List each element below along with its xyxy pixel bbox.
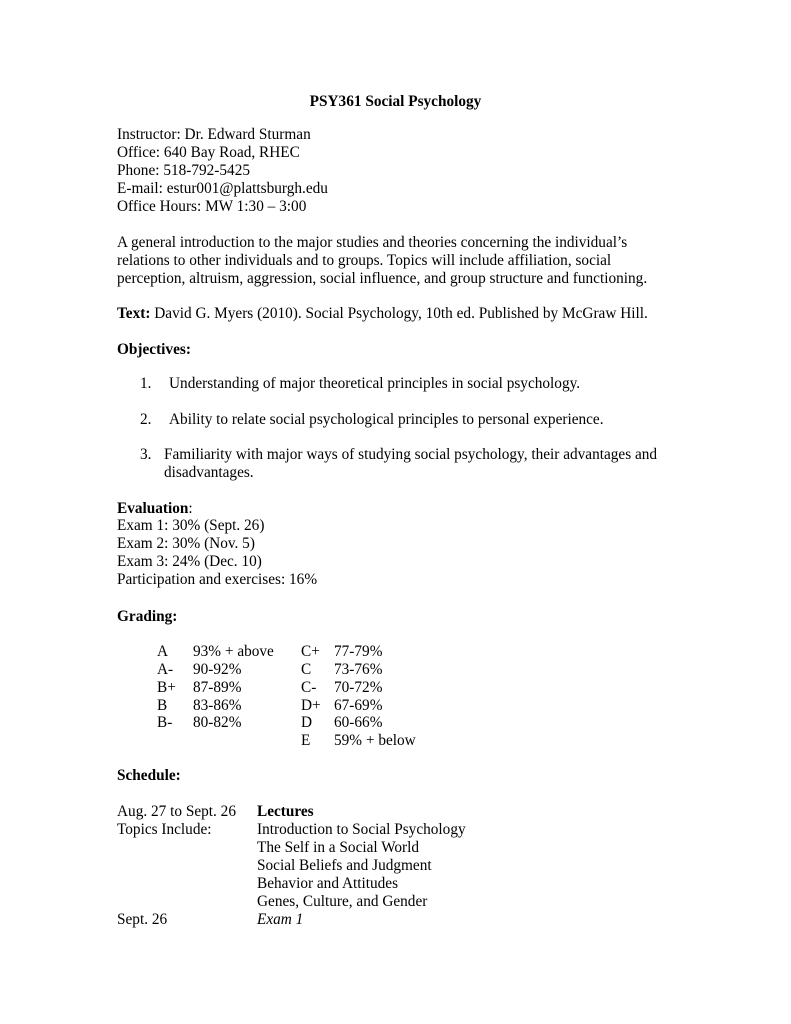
grade-letter: C- <box>301 679 317 696</box>
page-title: PSY361 Social Psychology <box>309 93 482 110</box>
schedule-topic: Behavior and Attitudes <box>257 875 399 892</box>
grade-range: 77-79% <box>334 643 383 660</box>
grade-range: 80-82% <box>193 714 242 731</box>
objective-number: 3. <box>140 446 152 463</box>
grade-letter: D <box>301 714 313 731</box>
objective-number: 2. <box>140 411 152 428</box>
schedule-heading: Schedule: <box>117 767 181 784</box>
objective-text: disadvantages. <box>164 464 254 481</box>
grade-letter: B <box>157 697 168 714</box>
grade-letter: A <box>157 643 169 660</box>
grade-range: 87-89% <box>193 679 242 696</box>
evaluation-heading-label: Evaluation <box>117 500 189 517</box>
schedule-topics-label: Topics Include: <box>117 821 212 838</box>
description-line: perception, altruism, aggression, social influence, and group structure and functioning. <box>117 270 648 287</box>
grading-heading: Grading: <box>117 608 178 625</box>
grade-range: 67-69% <box>334 697 383 714</box>
grade-range: 70-72% <box>334 679 383 696</box>
description-line: relations to other individuals and to groups. Topics will include affiliation, social <box>117 252 612 269</box>
grade-range: 60-66% <box>334 714 383 731</box>
grade-letter: B+ <box>157 679 176 696</box>
contact-office: Office: 640 Bay Road, RHEC <box>117 144 300 161</box>
contact-phone: Phone: 518-792-5425 <box>117 162 250 179</box>
evaluation-item: Exam 2: 30% (Nov. 5) <box>117 535 255 552</box>
objective-number: 1. <box>140 375 152 392</box>
grade-range: 73-76% <box>334 661 383 678</box>
evaluation-heading <box>117 500 193 518</box>
schedule-date-range: Aug. 27 to Sept. 26 <box>117 803 236 820</box>
contact-office-hours: Office Hours: MW 1:30 – 3:00 <box>117 198 307 215</box>
schedule-exam-date: Sept. 26 <box>117 911 168 928</box>
schedule-topic: Genes, Culture, and Gender <box>257 893 428 910</box>
objective-text: Understanding of major theoretical principles in social psychology. <box>169 375 581 392</box>
grade-range: 93% + above <box>193 643 274 660</box>
grade-letter: E <box>301 732 311 749</box>
evaluation-item: Exam 3: 24% (Dec. 10) <box>117 553 262 570</box>
evaluation-item: Exam 1: 30% (Sept. 26) <box>117 517 265 534</box>
grade-range: 83-86% <box>193 697 242 714</box>
schedule-exam-label: Exam 1 <box>257 911 304 928</box>
grade-range: 90-92% <box>193 661 242 678</box>
grade-letter: A- <box>157 661 174 678</box>
objective-text: Familiarity with major ways of studying social psychology, their advantages and <box>164 446 658 463</box>
schedule-topic: The Self in a Social World <box>257 839 420 856</box>
evaluation-heading-colon: : <box>188 500 193 517</box>
text-label: Text: <box>117 305 151 322</box>
text-reference <box>117 305 648 323</box>
grade-range: 59% + below <box>334 732 416 749</box>
grade-letter: D+ <box>301 697 321 714</box>
grade-letter: B- <box>157 714 173 731</box>
grade-letter: C+ <box>301 643 320 660</box>
schedule-topic: Social Beliefs and Judgment <box>257 857 432 874</box>
schedule-topic: Introduction to Social Psychology <box>257 821 466 838</box>
text-value: David G. Myers (2010). Social Psychology, 10th ed. Published by McGraw Hill. <box>150 305 648 322</box>
description-line: A general introduction to the major studies and theories concerning the individual’s <box>117 234 628 251</box>
objectives-heading: Objectives: <box>117 341 191 358</box>
contact-instructor: Instructor: Dr. Edward Sturman <box>117 126 311 143</box>
objective-text: Ability to relate social psychological principles to personal experience. <box>169 411 604 428</box>
grade-letter: C <box>301 661 312 678</box>
evaluation-item: Participation and exercises: 16% <box>117 571 318 588</box>
contact-email: E-mail: estur001@plattsburgh.edu <box>117 180 328 197</box>
schedule-lectures-label: Lectures <box>257 803 314 820</box>
